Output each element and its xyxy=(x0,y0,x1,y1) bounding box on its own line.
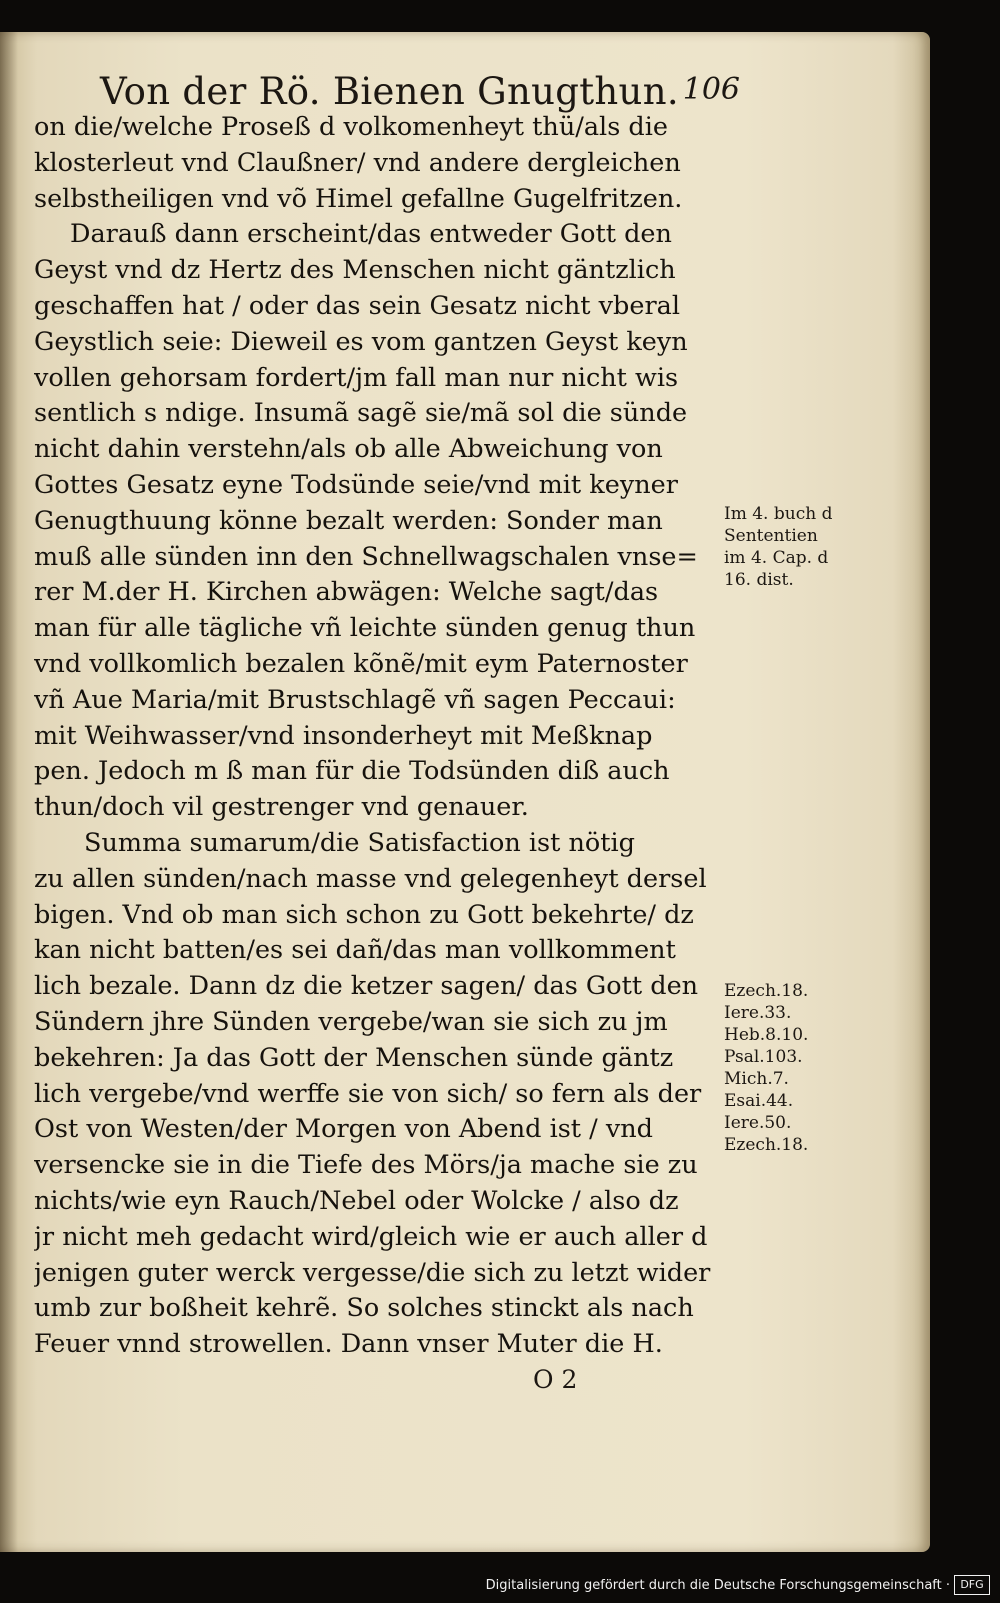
funding-credit: Digitalisierung gefördert durch die Deutsche Forschungsgemeinschaft · xyxy=(485,1578,950,1593)
margin-note-line: Iere.33. xyxy=(724,1003,792,1023)
text-line: bekehren: Ja das Gott der Menschen sünde gäntz xyxy=(34,1042,674,1073)
text-line: vnd vollkomlich bezalen kõnẽ/mit eym Paternoster xyxy=(34,648,688,679)
margin-note-line: Esai.44. xyxy=(724,1091,794,1111)
margin-note-line: Im 4. buch d xyxy=(724,504,833,524)
text-line: pen. Jedoch m ß man für die Todsünden diß auch xyxy=(34,756,670,787)
margin-note-line: Heb.8.10. xyxy=(724,1025,809,1045)
text-line: muß alle sünden inn den Schnellwagschalen vnse= xyxy=(34,541,698,572)
footer-bar xyxy=(0,1553,1000,1603)
text-line: kan nicht batten/es sei dañ/das man vollkomment xyxy=(34,935,676,966)
text-line: Summa sumarum/die Satisfaction ist nötig xyxy=(84,827,635,858)
text-line: on die/welche Proseß d volkomenheyt thü/als die xyxy=(34,112,668,142)
margin-note-line: Iere.50. xyxy=(724,1113,792,1133)
folio-number: 106 xyxy=(682,72,740,107)
text-line: Geyst vnd dz Hertz des Menschen nicht gäntzlich xyxy=(34,255,676,286)
dfg-logo: DFG xyxy=(954,1575,990,1595)
margin-note-scripture-refs xyxy=(724,980,904,1156)
text-line: nichts/wie eyn Rauch/Nebel oder Wolcke / also dz xyxy=(34,1185,679,1216)
text-line: nicht dahin verstehn/als ob alle Abweichung von xyxy=(34,434,663,465)
margin-note-line: 16. dist. xyxy=(724,570,794,590)
text-line: bigen. Vnd ob man sich schon zu Gott bekehrte/ dz xyxy=(34,899,694,930)
text-line: jenigen guter werck vergesse/die sich zu letzt wider xyxy=(34,1257,711,1288)
page-gutter-shadow xyxy=(0,32,18,1552)
text-line: umb zur boßheit kehrẽ. So solches stinckt als nach xyxy=(34,1293,694,1324)
text-line: Sündern jhre Sünden vergebe/wan sie sich zu jm xyxy=(34,1006,668,1037)
text-line: Genugthuung könne bezalt werden: Sonder man xyxy=(34,505,663,536)
text-line: mit Weihwasser/vnd insonderheyt mit Meßknap xyxy=(34,720,653,751)
text-line: vollen gehorsam fordert/jm fall man nur nicht wis xyxy=(34,362,679,393)
text-line: lich bezale. Dann dz die ketzer sagen/ das Gott den xyxy=(34,971,699,1002)
text-line: thun/doch vil gestrenger vnd genauer. xyxy=(34,792,529,823)
margin-note-line: Psal.103. xyxy=(724,1047,803,1067)
text-line: vñ Aue Maria/mit Brustschlagẽ vñ sagen Peccaui: xyxy=(34,684,676,715)
margin-note-line: im 4. Cap. d xyxy=(724,548,829,568)
margin-note-line: Ezech.18. xyxy=(724,1135,809,1155)
body-text xyxy=(34,110,724,1363)
running-title: Von der Rö. Bienen Gnugthun. xyxy=(100,70,679,113)
text-line: klosterleut vnd Claußner/ vnd andere dergleichen xyxy=(34,147,681,178)
text-line: lich vergebe/vnd werffe sie von sich/ so fern als der xyxy=(34,1078,702,1109)
text-line: sentlich s ndige. Insumã sagẽ sie/mã sol die sünde xyxy=(34,398,688,429)
signature-mark: O 2 xyxy=(533,1365,578,1394)
text-line: Darauß dann erscheint/das entweder Gott den xyxy=(70,219,672,250)
text-line: zu allen sünden/nach masse vnd gelegenheyt dersel xyxy=(34,863,707,894)
text-line: versencke sie in die Tiefe des Mörs/ja mache sie zu xyxy=(34,1150,698,1181)
margin-note-line: Sententien xyxy=(724,526,818,546)
text-line: geschaffen hat / oder das sein Gesatz nicht vberal xyxy=(34,290,681,321)
text-line: rer M.der H. Kirchen abwägen: Welche sagt/das xyxy=(34,577,659,608)
margin-note-line: Ezech.18. xyxy=(724,981,809,1001)
text-line: Geystlich seie: Dieweil es vom gantzen Geyst keyn xyxy=(34,326,688,357)
text-line: Gottes Gesatz eyne Todsünde seie/vnd mit keyner xyxy=(34,469,678,500)
text-line: man für alle tägliche vñ leichte sünden genug thun xyxy=(34,613,696,644)
text-line: Feuer vnnd strowellen. Dann vnser Muter die H. xyxy=(34,1329,663,1360)
text-line: selbstheiligen vnd võ Himel gefallne Gugelfritzen. xyxy=(34,183,683,214)
margin-note-sententien xyxy=(724,503,904,591)
margin-note-line: Mich.7. xyxy=(724,1069,789,1089)
text-line: Ost von Westen/der Morgen von Abend ist / vnd xyxy=(34,1114,654,1145)
text-line: jr nicht meh gedacht wird/gleich wie er auch aller d xyxy=(34,1221,708,1252)
